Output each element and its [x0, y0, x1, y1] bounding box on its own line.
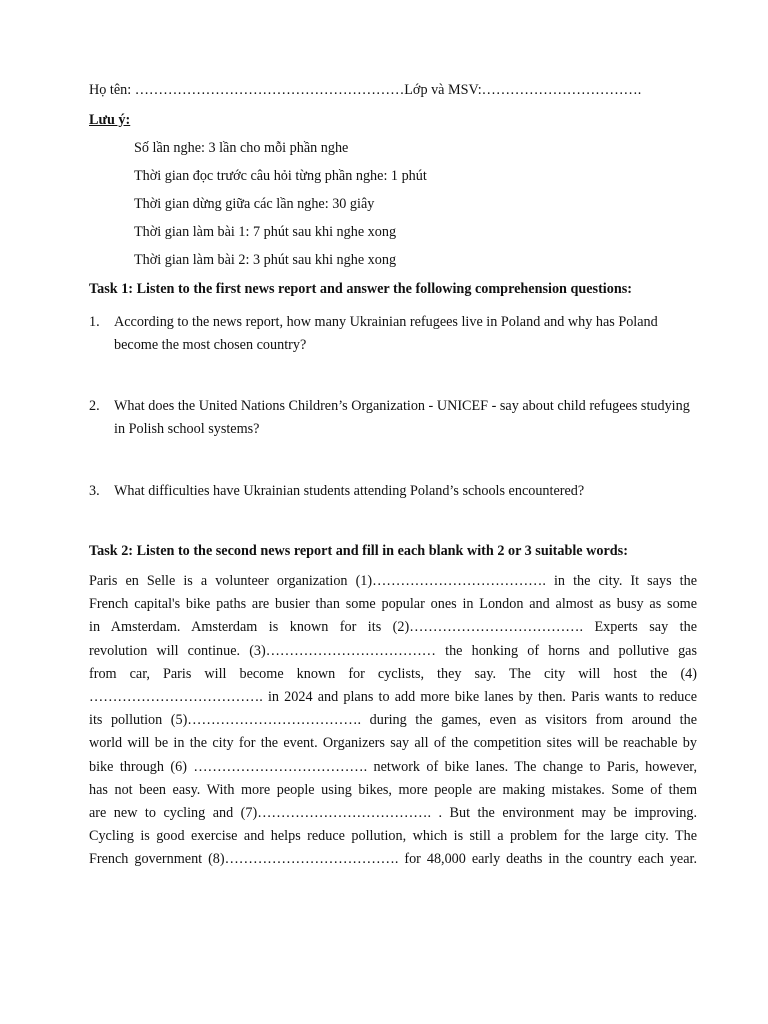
passage-line: bike through (6) ………………………………. network of bike lanes. The change to Paris, however, — [89, 758, 697, 775]
passage-line: ………………………………. in 2024 and plans to add more bike lanes by then. Paris wants to reduce — [89, 689, 697, 706]
passage-line: from car, Paris will become known for cyclists, they say. The city will host the (4) — [89, 665, 697, 682]
question-text: What does the United Nations Children’s Organization - UNICEF - say about child refugees studying in Polish school systems? — [114, 398, 690, 437]
question-text: According to the news report, how many Ukrainian refugees live in Poland and why has Poland become the most chosen country? — [114, 314, 658, 353]
task2-passage — [89, 570, 697, 872]
question-text: What difficulties have Ukrainian students attending Poland’s schools encountered? — [114, 483, 585, 499]
task1-title: Task 1: Listen to the first news report and answer the following comprehension questions: — [89, 281, 632, 297]
passage-line: world will be in the city for the event. Organizers say all of the competition sites will be reachable by — [89, 735, 697, 752]
passage-line: revolution will continue. (3)……………………………… the honking of horns and pollutive gas — [89, 642, 697, 659]
note-item: Số lần nghe: 3 lần cho mỗi phần nghe — [134, 140, 349, 156]
name-class-line: Họ tên: …………………………………………………Lớp và MSV:……………………………. — [89, 82, 642, 98]
question-number: 1. — [89, 314, 100, 330]
note-item: Thời gian làm bài 2: 3 phút sau khi nghe xong — [134, 252, 397, 268]
note-item: Thời gian dừng giữa các lần nghe: 30 giây — [134, 196, 375, 212]
passage-line: French capital's bike paths are busier than some popular ones in London and almost as busy as some — [89, 596, 697, 613]
passage-line: its pollution (5)………………………………. during the games, even as visitors from around the — [89, 712, 697, 729]
task2-title: Task 2: Listen to the second news report and fill in each blank with 2 or 3 suitable words: — [89, 543, 628, 559]
passage-line: Cycling is good exercise and helps reduce pollution, which is still a problem for the large city. The — [89, 828, 697, 845]
passage-line: French government (8)………………………………. for 48,000 early deaths in the country each year. — [89, 851, 697, 868]
passage-line: are new to cycling and (7)………………………………. . But the environment may be improving. — [89, 805, 697, 822]
note-item: Thời gian đọc trước câu hỏi từng phần nghe: 1 phút — [134, 168, 427, 184]
passage-line: has not been easy. With more people using bikes, more people are making mistakes. Some of them — [89, 781, 697, 798]
passage-line: in Amsterdam. Amsterdam is known for its (2)………………………………. Experts say the — [89, 619, 697, 636]
question-number: 3. — [89, 483, 100, 499]
note-item: Thời gian làm bài 1: 7 phút sau khi nghe xong — [134, 224, 397, 240]
passage-line: Paris en Selle is a volunteer organization (1)………………………………. in the city. It says the — [89, 573, 697, 589]
question-number: 2. — [89, 398, 100, 414]
notes-title: Lưu ý: — [89, 112, 131, 128]
